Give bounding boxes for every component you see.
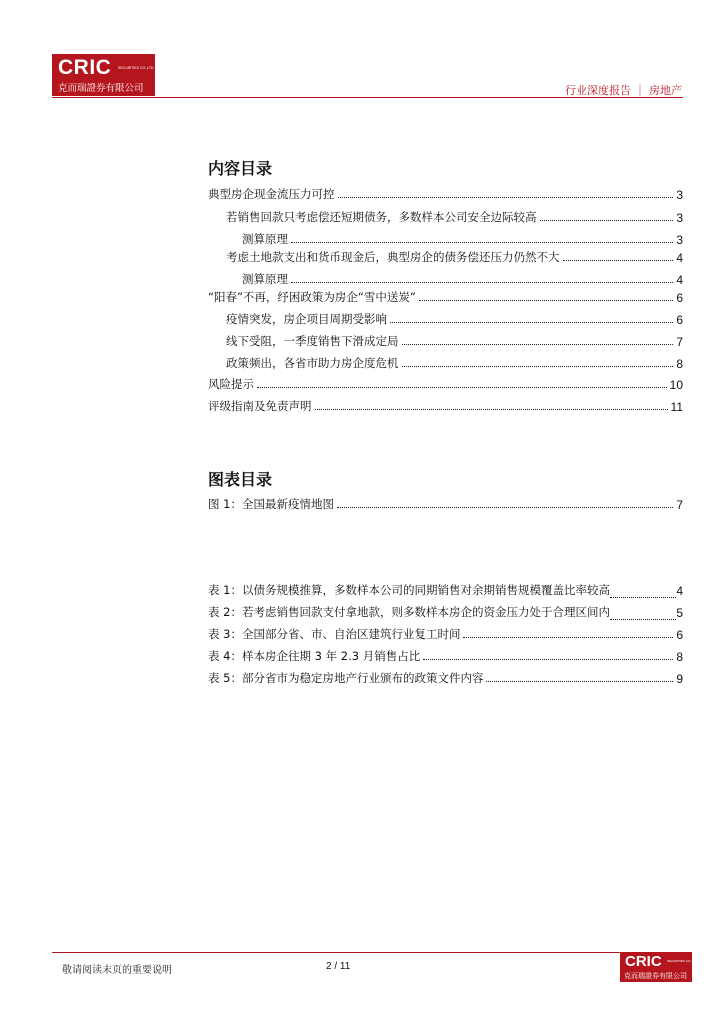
leader-dots <box>463 637 673 638</box>
table-entry[interactable] <box>208 580 683 598</box>
toc-entry-page: 6 <box>676 313 683 327</box>
table-entry-text: 表 3：全国部分省、市、自治区建筑行业复工时间 <box>208 627 461 641</box>
toc-entry[interactable] <box>242 269 683 287</box>
table-entry-page: 8 <box>676 650 683 664</box>
leader-dots <box>563 260 674 261</box>
logo-company-name: 克而瑞證券有限公司 <box>624 972 687 980</box>
footer-divider <box>52 952 683 953</box>
table-entry-text: 表 4：样本房企往期 3 年 2.3 月销售占比 <box>208 649 421 663</box>
table-entry[interactable] <box>208 602 683 620</box>
toc-entry-text: 评级指南及免责声明 <box>208 399 312 413</box>
report-type: 行业深度报告 ｜ 房地产 <box>565 84 682 97</box>
logo-brand: CRIC <box>625 953 662 970</box>
toc-entry[interactable] <box>208 374 683 392</box>
toc-entry-page: 6 <box>676 291 683 305</box>
table-entry-page: 4 <box>676 584 683 598</box>
table-entry-text: 表 5：部分省市为稳定房地产行业颁布的政策文件内容 <box>208 671 484 685</box>
figure-entry[interactable] <box>208 494 683 512</box>
toc-entry-text: 测算原理 <box>242 232 288 246</box>
table-entry-page: 6 <box>676 628 683 642</box>
leader-dots <box>315 409 668 410</box>
toc-entry[interactable] <box>226 309 683 327</box>
toc-entry[interactable] <box>226 331 683 349</box>
toc-entry[interactable] <box>242 229 683 247</box>
toc-entry-page: 3 <box>676 211 683 225</box>
table-entry[interactable] <box>208 646 683 664</box>
toc-entry[interactable] <box>208 287 683 305</box>
toc-entry-text: 政策频出，各省市助力房企度危机 <box>226 356 399 370</box>
toc-entry-text: 考虑土地款支出和货币现金后，典型房企的债务偿还压力仍然不大 <box>226 250 560 264</box>
toc-entry[interactable] <box>208 396 683 414</box>
toc-entry[interactable] <box>226 247 683 265</box>
leader-dots <box>338 197 674 198</box>
toc-entry-page: 3 <box>676 188 683 202</box>
toc-entry-page: 7 <box>676 335 683 349</box>
toc-entry-page: 10 <box>669 378 683 392</box>
toc-entry-page: 8 <box>676 357 683 371</box>
toc-title: 内容目录 <box>208 159 273 178</box>
table-entry-text: 表 2：若考虑销售回款支付拿地款，则多数样本房企的资金压力处于合理区间内 <box>208 605 610 619</box>
leader-dots <box>390 322 673 323</box>
toc-entry-text: 典型房企现金流压力可控 <box>208 187 335 201</box>
leader-dots <box>540 220 674 221</box>
toc-entry-text: 若销售回款只考虑偿还短期债务，多数样本公司安全边际较高 <box>226 210 537 224</box>
leader-dots <box>610 597 676 598</box>
leader-dots <box>337 507 673 508</box>
toc-entry-text: 线下受阻，一季度销售下滑成定局 <box>226 334 399 348</box>
leader-dots <box>291 242 673 243</box>
table-entry[interactable] <box>208 668 683 686</box>
logo-company-name: 克而瑞證券有限公司 <box>58 83 144 94</box>
toc-entry-page: 11 <box>670 400 683 414</box>
footer-note: 敬请阅读末页的重要说明 <box>62 965 172 976</box>
leader-dots <box>610 619 676 620</box>
toc-entry[interactable] <box>208 184 683 202</box>
cric-logo-footer <box>620 952 698 982</box>
figure-entry-page: 7 <box>676 498 683 512</box>
logo-brand: CRIC <box>58 56 112 79</box>
leader-dots <box>423 659 673 660</box>
logo-tagline: SECURITIES CO.,LTD <box>118 66 154 70</box>
table-entry-text: 表 1：以债务规模推算，多数样本公司的同期销售对余期销售规模覆盖比率较高 <box>208 583 610 597</box>
table-entry-page: 9 <box>676 672 683 686</box>
header-divider <box>52 97 683 98</box>
toc-entry-page: 4 <box>676 251 683 265</box>
toc-entry-text: 疫情突发，房企项目周期受影响 <box>226 312 387 326</box>
leader-dots <box>402 344 674 345</box>
leader-dots <box>486 681 673 682</box>
figure-entry-text: 图 1：全国最新疫情地图 <box>208 497 334 511</box>
leader-dots <box>402 366 674 367</box>
toc-entry[interactable] <box>226 353 683 371</box>
toc-entry[interactable] <box>226 207 683 225</box>
toc-entry-text: 测算原理 <box>242 272 288 286</box>
table-entry[interactable] <box>208 624 683 642</box>
logo-tagline: SECURITIES CO.,LTD <box>667 959 698 963</box>
toc-entry-page: 4 <box>676 273 683 287</box>
cric-logo <box>52 54 155 96</box>
leader-dots <box>257 387 667 388</box>
toc-entry-text: 风险提示 <box>208 377 254 391</box>
page-number: 2 / 11 <box>326 961 351 972</box>
leader-dots <box>419 300 673 301</box>
toc-entry-text: “阳春”不再，纾困政策为房企“雪中送炭” <box>208 290 416 304</box>
figures-title: 图表目录 <box>208 470 273 489</box>
leader-dots <box>291 282 673 283</box>
toc-entry-page: 3 <box>676 233 683 247</box>
table-entry-page: 5 <box>676 606 683 620</box>
